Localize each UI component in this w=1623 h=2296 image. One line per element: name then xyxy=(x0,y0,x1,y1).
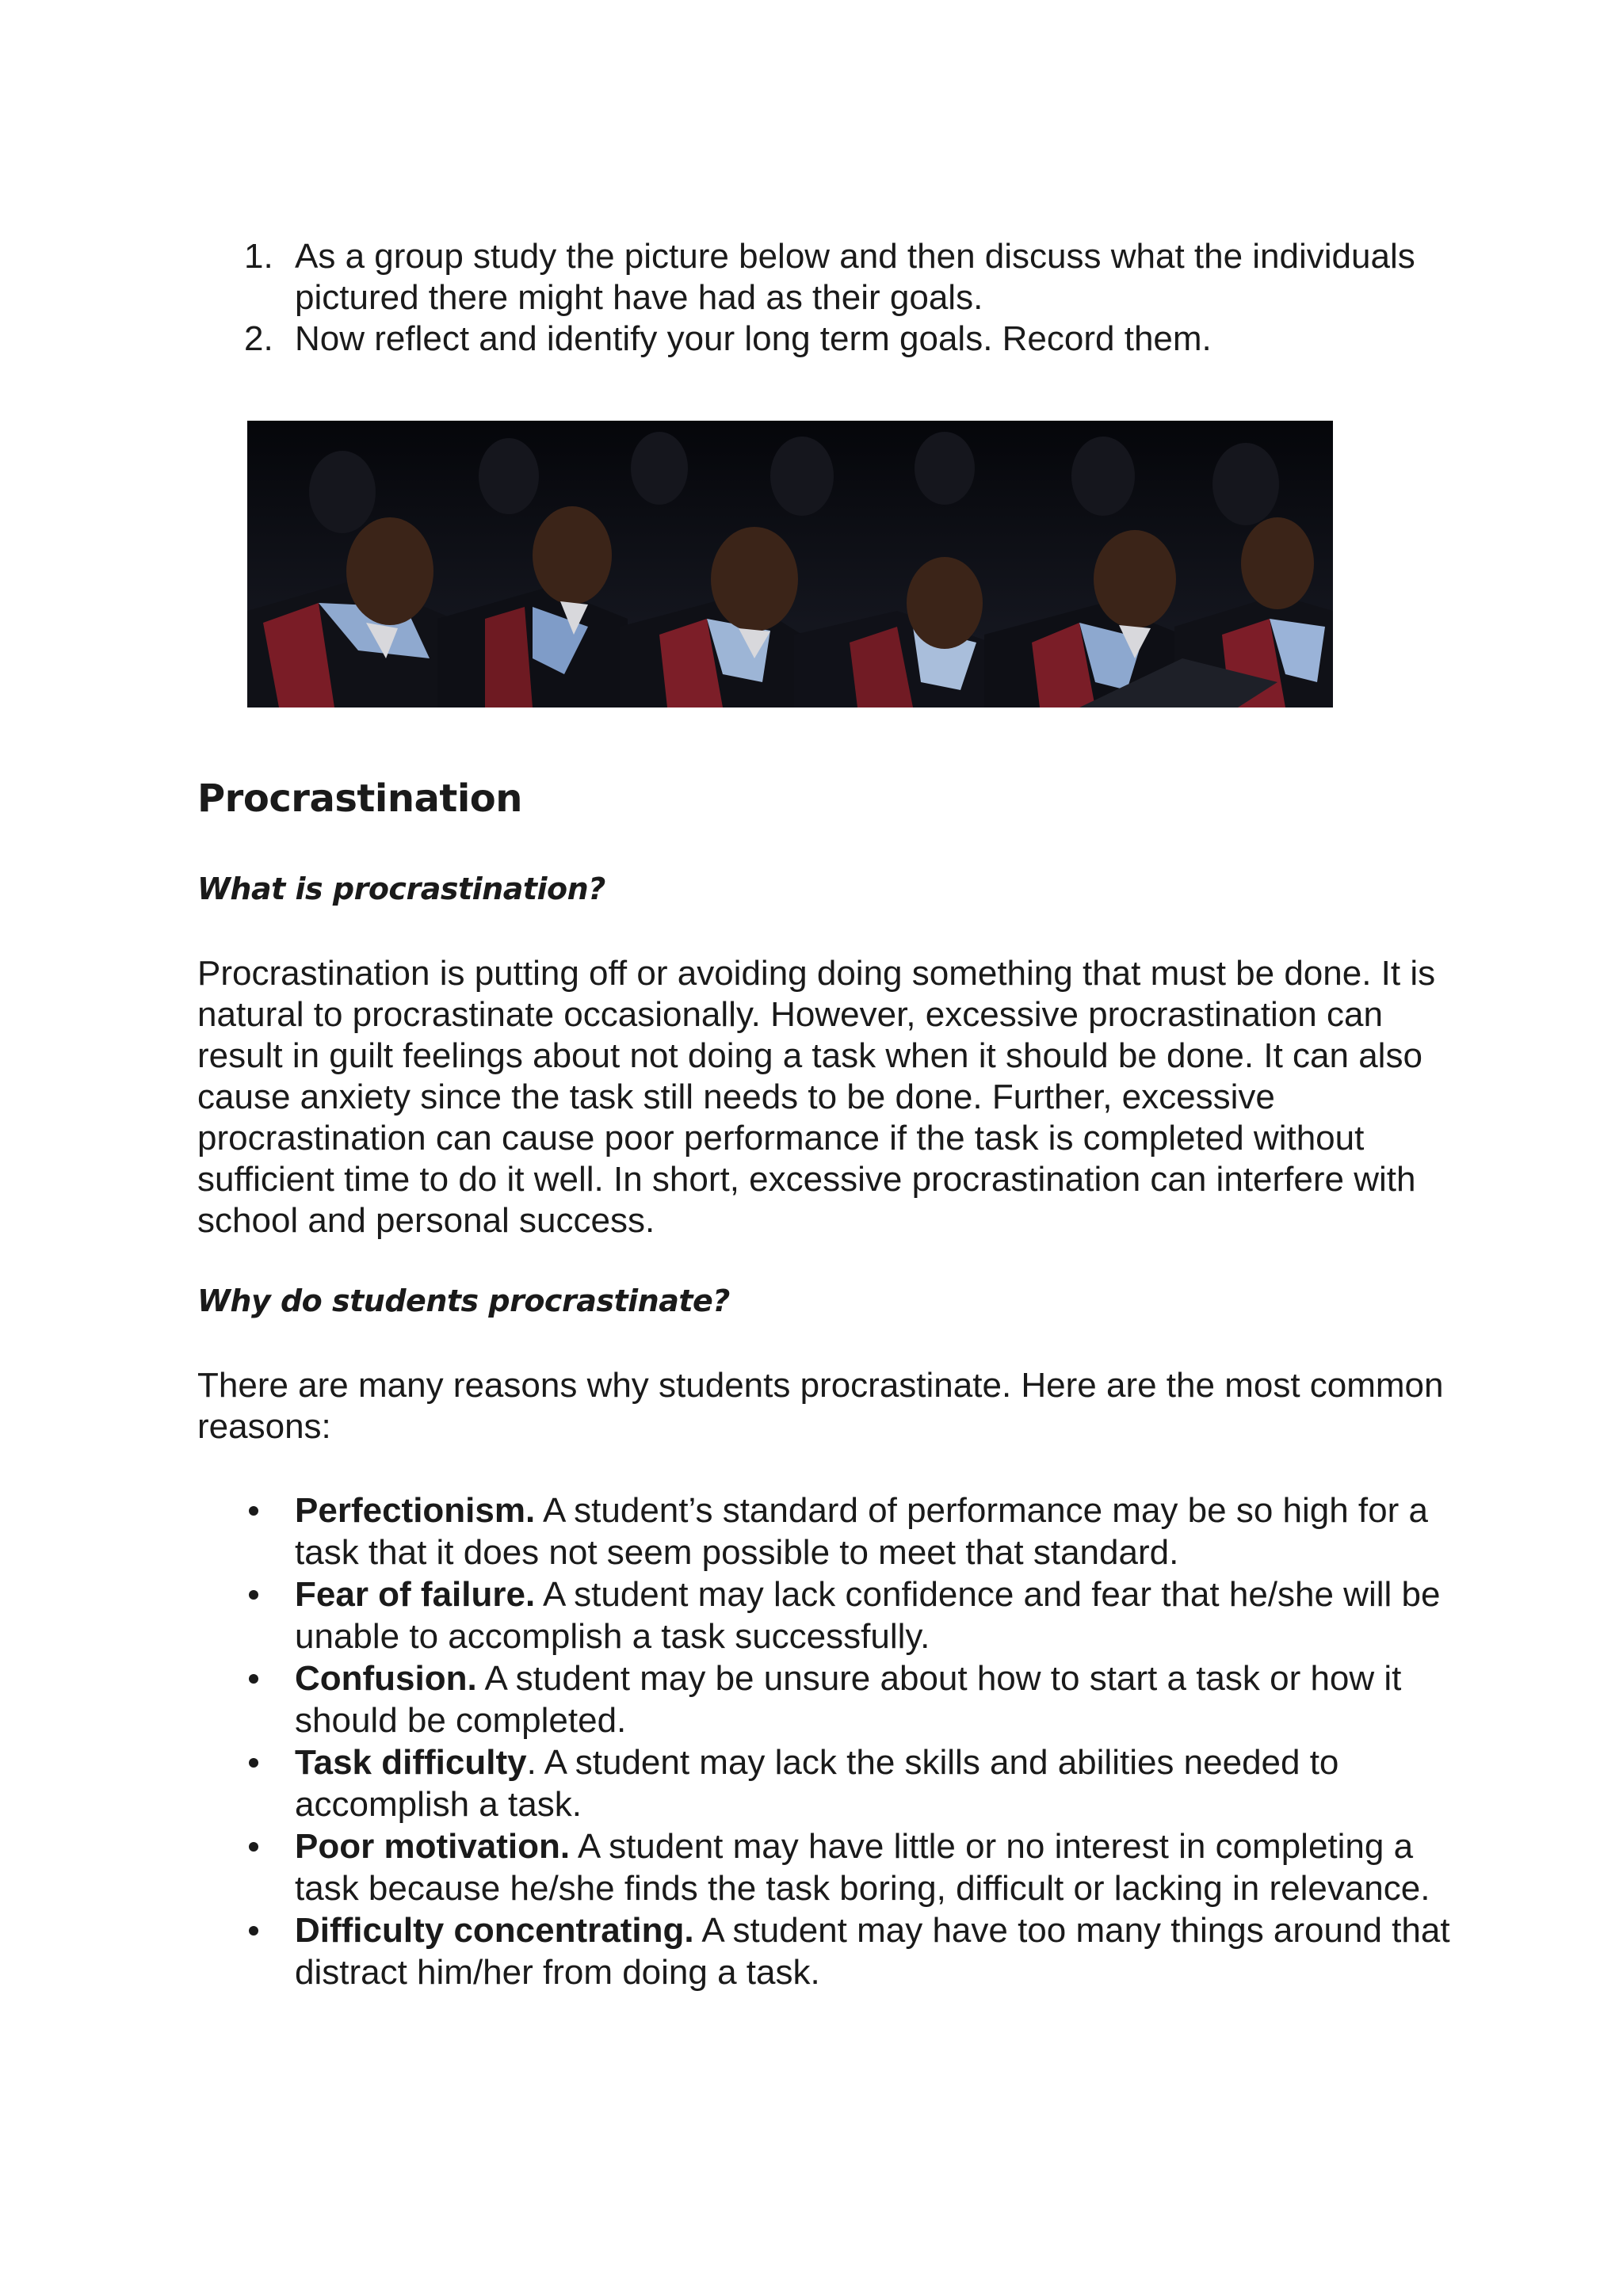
bullet-icon xyxy=(249,1590,258,1600)
bullet-icon xyxy=(249,1926,258,1936)
reason-term: Confusion. xyxy=(295,1659,477,1698)
graduation-photo xyxy=(247,421,1333,707)
reason-term: Difficulty concentrating. xyxy=(295,1911,694,1950)
list-item xyxy=(238,1741,1474,1825)
task-text: As a group study the picture below and then discuss what the individuals pictured there might have had as their goals. xyxy=(295,237,1415,317)
reason-text: A student may have little or no interest in completing a task because he/she finds the task boring, difficult or lacking in relevance. xyxy=(295,1827,1430,1908)
reasons-list xyxy=(238,1489,1474,1993)
task-item xyxy=(238,236,1466,318)
bullet-icon xyxy=(249,1842,258,1852)
section-title: Procrastination xyxy=(197,776,522,821)
bullet-icon xyxy=(249,1506,258,1516)
list-item xyxy=(238,1825,1474,1909)
graduation-photo-image xyxy=(247,421,1333,707)
bullet-icon xyxy=(249,1758,258,1768)
reason-text: . A student may lack the skills and abilities needed to accomplish a task. xyxy=(295,1743,1339,1824)
task-list xyxy=(238,236,1466,360)
bullet-icon xyxy=(249,1674,258,1684)
list-item xyxy=(238,1489,1474,1573)
reason-term: Poor motivation. xyxy=(295,1827,571,1866)
list-item xyxy=(238,1573,1474,1657)
task-number: 1. xyxy=(244,237,273,276)
list-item xyxy=(238,1909,1474,1993)
question-heading-what: What is procrastination? xyxy=(197,871,605,906)
task-text: Now reflect and identify your long term goals. Record them. xyxy=(295,319,1212,358)
reason-term: Task difficulty xyxy=(295,1743,527,1782)
task-item xyxy=(238,318,1466,360)
reason-text: A student may lack confidence and fear that he/she will be unable to accomplish a task successfully. xyxy=(295,1575,1441,1656)
question-heading-why: Why do students procrastinate? xyxy=(197,1283,730,1318)
list-item xyxy=(238,1657,1474,1741)
definition-paragraph: Procrastination is putting off or avoiding doing something that must be done. It is natural to procrastinate occasionally. However, excessive procrastination can result in guilt feelings about not doing a task when it should be done. It can also cause anxiety since the task still needs to be done. Further, excessive procrastination can cause poor performance if the task is completed without sufficient time to do it well. In short, excessive procrastination can interfere with school and personal success. xyxy=(197,954,1436,1240)
reason-text: A student’s standard of performance may be so high for a task that it does not seem possible to meet that standard. xyxy=(295,1491,1428,1572)
reason-term: Perfectionism. xyxy=(295,1491,536,1530)
reason-text: A student may have too many things around that distract him/her from doing a task. xyxy=(295,1911,1450,1992)
reason-text: A student may be unsure about how to start a task or how it should be completed. xyxy=(295,1659,1402,1740)
task-number: 2. xyxy=(244,319,273,358)
reasons-intro-paragraph: There are many reasons why students procrastinate. Here are the most common reasons: xyxy=(197,1366,1444,1446)
reason-term: Fear of failure. xyxy=(295,1575,536,1614)
